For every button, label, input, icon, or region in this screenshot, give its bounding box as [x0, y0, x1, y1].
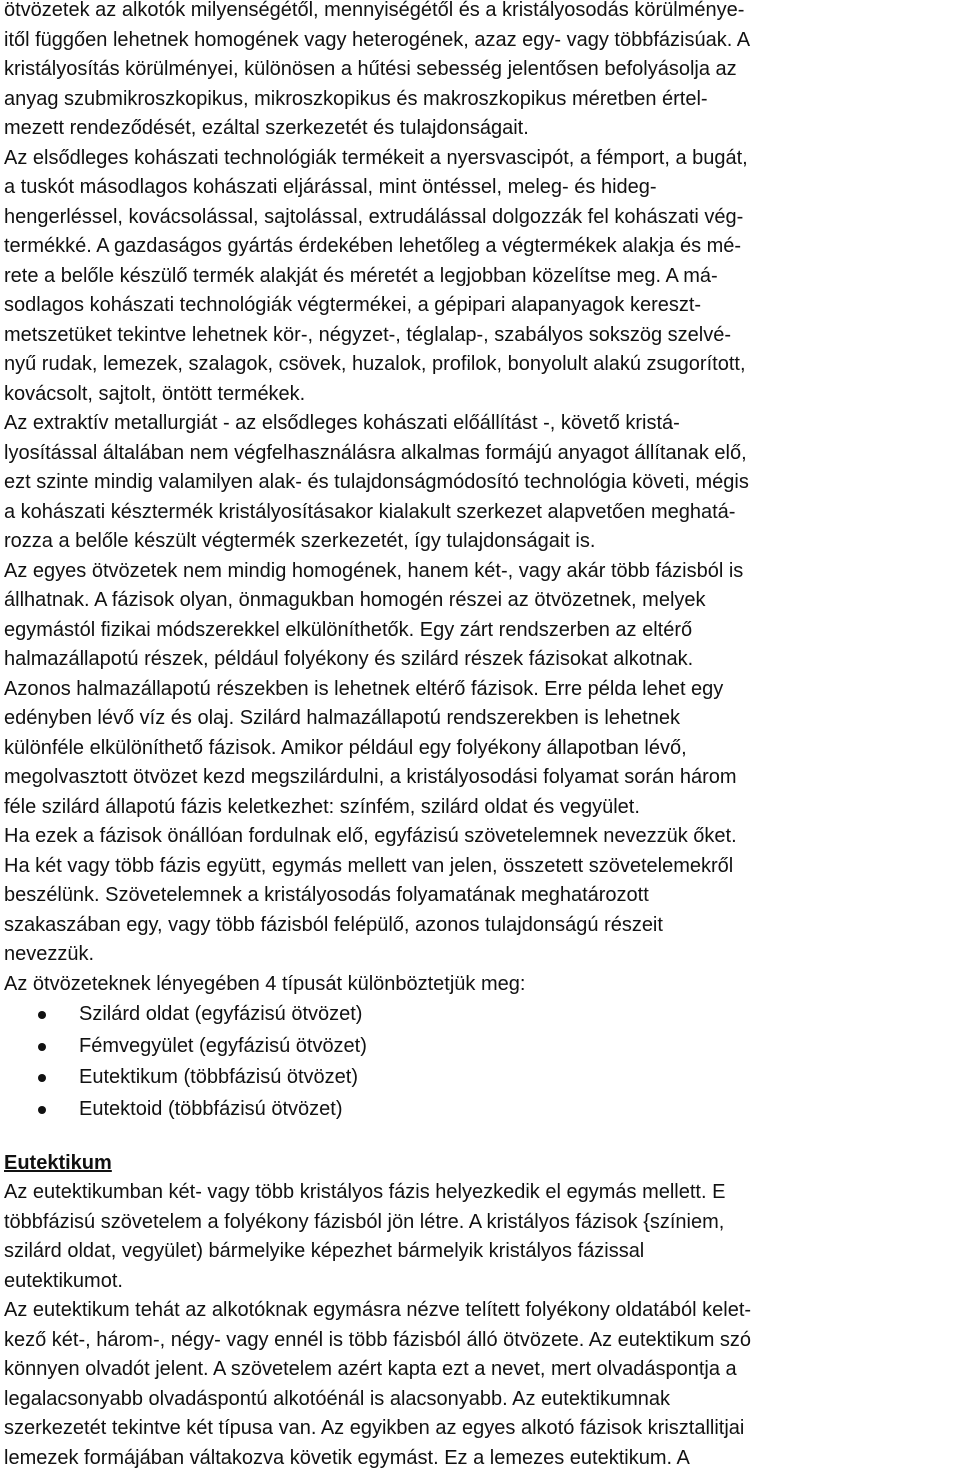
list-item-label: Eutektikum (többfázisú ötvözet) — [79, 1066, 359, 1088]
list-item — [4, 1062, 960, 1094]
text-line: kristályosítás körülményei, különösen a hűtési sebesség jelentősen befolyásolja az — [4, 58, 737, 80]
paragraph-eutectic-definition — [4, 1178, 960, 1296]
text-line: Az elsődleges kohászati technológiák termékeit a nyersvascipót, a fémport, a bugát, — [4, 146, 748, 169]
text-line: Ha ezek a fázisok önállóan fordulnak elő, egyfázisú szövetelemnek nevezzük őket. — [4, 825, 737, 847]
text-line: féle szilárd állapotú fázis keletkezhet: színfém, szilárd oldat és vegyület. — [4, 795, 640, 818]
list-item — [4, 1031, 960, 1063]
text-line: mezett rendeződését, ezáltal szerkezetét és tulajdonságait. — [4, 117, 529, 139]
text-line: Azonos halmazállapotú részekben is lehetnek eltérő fázisok. Erre példa lehet egy — [4, 677, 724, 700]
text-line: többfázisú szövetelem a folyékony fázisból jön létre. A kristályos fázisok {színiem, — [4, 1210, 725, 1233]
bullet-icon — [38, 1011, 46, 1019]
text-line: kező két-, három-, négy- vagy ennél is több fázisból álló ötvözete. Az eutektikum szó — [4, 1328, 752, 1351]
text-line: rete a belőle készülő termék alakját és méretét a legjobban közelítse meg. A má- — [4, 264, 718, 287]
list-intro: Az ötvözeteknek lényegében 4 típusát különböztetjük meg: — [4, 972, 526, 995]
list-item-label: Eutektoid (többfázisú ötvözet) — [79, 1097, 343, 1120]
bullet-icon — [38, 1106, 46, 1114]
text-line: szakaszában egy, vagy több fázisból felépülő, azonos tulajdonságú részeit — [4, 913, 663, 936]
text-line: a kohászati késztermék kristályosításakor kialakult szerkezet alapvetően meghatá- — [4, 500, 736, 523]
text-line: hengerléssel, kovácsolással, sajtolással, extrudálással dolgozzák fel kohászati vég- — [4, 205, 744, 228]
text-line: Az eutektikumban két- vagy több kristályos fázis helyezkedik el egymás mellett. E — [4, 1181, 726, 1203]
text-line: kovácsolt, sajtolt, öntött termékek. — [4, 382, 306, 405]
paragraph-alloy-homogeneity — [4, 0, 960, 144]
text-line: lyosítással általában nem végfelhasználásra alkalmas formájú anyagot állítanak elő, — [4, 441, 747, 464]
text-line: rozza a belőle készült végtermék szerkezetét, így tulajdonságait is. — [4, 530, 596, 552]
section-heading: Eutektikum — [4, 1152, 112, 1174]
paragraph-microstructure-elements — [4, 822, 960, 970]
text-line: szerkezetét tekintve két típusa van. Az egyikben az egyes alkotó fázisok krisztallitjai — [4, 1417, 745, 1439]
paragraph-phases — [4, 557, 960, 823]
list-item-label: Fémvegyület (egyfázisú ötvözet) — [79, 1034, 367, 1057]
text-line: beszélünk. Szövetelemnek a kristályosodás folyamatának meghatározott — [4, 884, 649, 906]
text-line: metszetüket tekintve lehetnek kör-, négyzet-, téglalap-, szabályos sokszög szelvé- — [4, 323, 732, 346]
text-line: ötvözetek az alkotók milyenségétől, mennyiségétől és a kristályosodás körülménye- — [4, 0, 745, 21]
text-line: edényben lévő víz és olaj. Szilárd halmazállapotú rendszerekben is lehetnek — [4, 707, 680, 729]
text-line: Ha két vagy több fázis együtt, egymás mellett van jelen, összetett szövetelemekről — [4, 854, 734, 877]
text-line: sodlagos kohászati technológiák végtermékei, a gépipari alapanyagok kereszt- — [4, 294, 702, 316]
text-line: Az egyes ötvözetek nem mindig homogének, hanem két-, vagy akár több fázisból is — [4, 559, 744, 582]
text-line: halmazállapotú részek, például folyékony és szilárd részek fázisokat alkotnak. — [4, 648, 694, 670]
text-line: különféle elkülöníthető fázisok. Amikor például egy folyékony állapotban lévő, — [4, 736, 687, 759]
list-item — [4, 999, 960, 1031]
paragraph-eutectic-details — [4, 1296, 960, 1473]
paragraph-extractive-metallurgy — [4, 409, 960, 557]
text-line: könnyen olvadót jelent. A szövetelem azért kapta ezt a nevet, mert olvadáspontja a — [4, 1358, 737, 1380]
paragraph-metallurgy-technologies — [4, 144, 960, 410]
text-line: itől függően lehetnek homogének vagy heterogének, azaz egy- vagy többfázisúak. A — [4, 28, 751, 51]
text-line: termékké. A gazdaságos gyártás érdekében lehetőleg a végtermékek alakja és mé- — [4, 235, 742, 257]
bullet-icon — [38, 1074, 46, 1082]
list-item-label: Szilárd oldat (egyfázisú ötvözet) — [79, 1003, 363, 1025]
text-line: szilárd oldat, vegyület) bármelyike képezhet bármelyik kristályos fázissal — [4, 1240, 645, 1262]
text-line: nevezzük. — [4, 943, 95, 965]
alloy-types-list — [4, 999, 960, 1125]
text-line: egymástól fizikai módszerekkel elkülöníthetők. Egy zárt rendszerben az eltérő — [4, 618, 693, 641]
text-line: Az eutektikum tehát az alkotóknak egymásra nézve telített folyékony oldatából kelet- — [4, 1299, 752, 1321]
bullet-icon — [38, 1043, 46, 1051]
text-line: anyag szubmikroszkopikus, mikroszkopikus és makroszkopikus méretben értel- — [4, 87, 708, 110]
text-line: állhatnak. A fázisok olyan, önmagukban homogén részei az ötvözetnek, melyek — [4, 589, 706, 611]
text-line: eutektikumot. — [4, 1269, 123, 1292]
text-line: nyű rudak, lemezek, szalagok, csövek, huzalok, profilok, bonyolult alakú zsugorított, — [4, 353, 746, 375]
list-item — [4, 1094, 960, 1126]
text-line: legalacsonyabb olvadáspontú alkotóénál is alacsonyabb. Az eutektikumnak — [4, 1387, 670, 1410]
text-line: lemezek formájában váltakozva követik egymást. Ez a lemezes eutektikum. A — [4, 1446, 690, 1469]
text-line: megolvasztott ötvözet kezd megszilárdulni, a kristályosodási folyamat során három — [4, 766, 737, 788]
text-line: a tuskót másodlagos kohászati eljárással, mint öntéssel, meleg- és hideg- — [4, 176, 657, 198]
text-line: Az extraktív metallurgiát - az elsődleges kohászati előállítást -, követő kristá- — [4, 412, 680, 434]
text-line: ezt szinte mindig valamilyen alak- és tulajdonságmódosító technológia követi, mégis — [4, 471, 749, 493]
